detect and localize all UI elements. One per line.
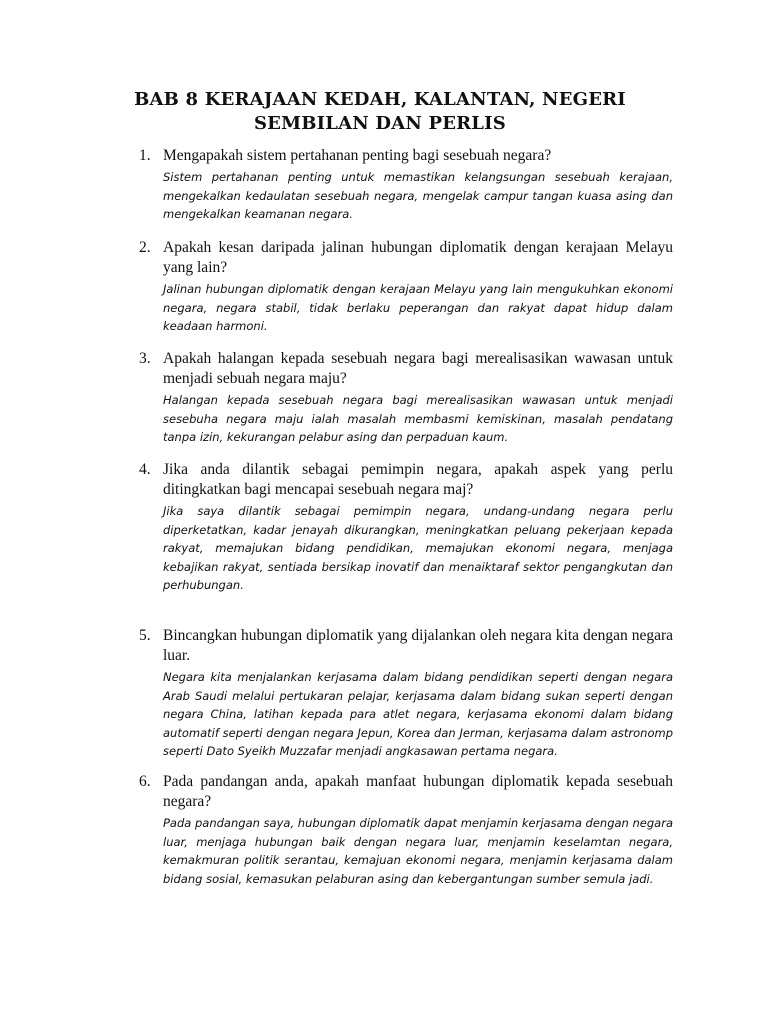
question-text: Apakah kesan daripada jalinan hubungan diplomatik dengan kerajaan Melayu yang lain?	[163, 239, 673, 276]
page-title-line-1: BAB 8 KERAJAAN KEDAH, KALANTAN, NEGERI	[134, 89, 626, 110]
question-item-6	[139, 772, 673, 888]
question-text: Pada pandangan anda, apakah manfaat hubungan diplomatik kepada sesebuah negara?	[163, 773, 673, 810]
question-text: Jika anda dilantik sebagai pemimpin negara, apakah aspek yang perlu ditingkatkan bagi mencapai sesebuah negara maj?	[163, 461, 673, 498]
answer-text: Jalinan hubungan diplomatik dengan kerajaan Melayu yang lain mengukuhkan ekonomi negara, negara stabil, tidak berlaku peperangan dan rakyat dapat hidup dalam keadaan harmoni.	[163, 282, 673, 333]
question-text: Bincangkan hubungan diplomatik yang dijalankan oleh negara kita dengan negara luar.	[163, 627, 673, 664]
question-item-3	[139, 349, 673, 447]
answer-text: Pada pandangan saya, hubungan diplomatik dapat menjamin kerjasama dengan negara luar, menjaga hubungan baik dengan negara luar, menjamin keselamtan negara, kemakmuran politik serantau, kemajuan ekonomi negara, menjamin kerjasama dalam bidang sosial, kemasukan pelaburan asing dan kebergantungan sumber semula jadi.	[163, 816, 673, 886]
answer-text: Negara kita menjalankan kerjasama dalam bidang pendidikan seperti dengan negara Arab Saudi melalui pertukaran pelajar, kerjasama dalam bidang sukan seperti dengan negara China, latihan kepada para atlet negara, kerjasama ekonomi dalam bidang automatif seperti dengan negara Jepun, Korea dan Jerman, kerjasama dalam astronomp seperti Dato Syeikh Muzzafar menjadi angkasawan pertama negara.	[163, 670, 673, 758]
question-text: Apakah halangan kepada sesebuah negara bagi merealisasikan wawasan untuk menjadi sebuah negara maju?	[163, 350, 673, 387]
answer-text: Sistem pertahanan penting untuk memastikan kelangsungan sesebuah kerajaan, mengekalkan kedaulatan sesebuah negara, mengelak campur tangan kuasa asing dan mengekalkan keamanan negara.	[163, 170, 673, 221]
question-number: 6.	[139, 773, 151, 790]
question-number: 4.	[139, 461, 151, 478]
question-item-4	[139, 460, 673, 595]
question-number: 5.	[139, 627, 151, 644]
page-title-line-2: SEMBILAN DAN PERLIS	[253, 113, 506, 134]
question-item-2	[139, 238, 673, 336]
answer-text: Halangan kepada sesebuah negara bagi merealisasikan wawasan untuk menjadi sesebuha negara maju ialah masalah membasmi kemiskinan, masalah pendatang tanpa izin, kekurangan pelabur asing dan perpaduan kaum.	[163, 393, 673, 444]
question-item-5	[139, 626, 673, 761]
answer-text: Jika saya dilantik sebagai pemimpin negara, undang-undang negara perlu diperketatkan, kadar jenayah dikurangkan, meningkatkan peluang pekerjaan kepada rakyat, memajukan bidang pendidikan, memajukan ekonomi negara, menjaga kebajikan rakyat, sentiada bersikap inovatif dan menaiktaraf sektor pengangkutan dan perhubungan.	[163, 504, 673, 592]
question-item-1	[139, 146, 673, 224]
question-text: Mengapakah sistem pertahanan penting bagi sesebuah negara?	[163, 147, 552, 164]
question-number: 2.	[139, 239, 151, 256]
question-number: 1.	[139, 147, 151, 164]
question-number: 3.	[139, 350, 151, 367]
page-title	[120, 88, 640, 136]
